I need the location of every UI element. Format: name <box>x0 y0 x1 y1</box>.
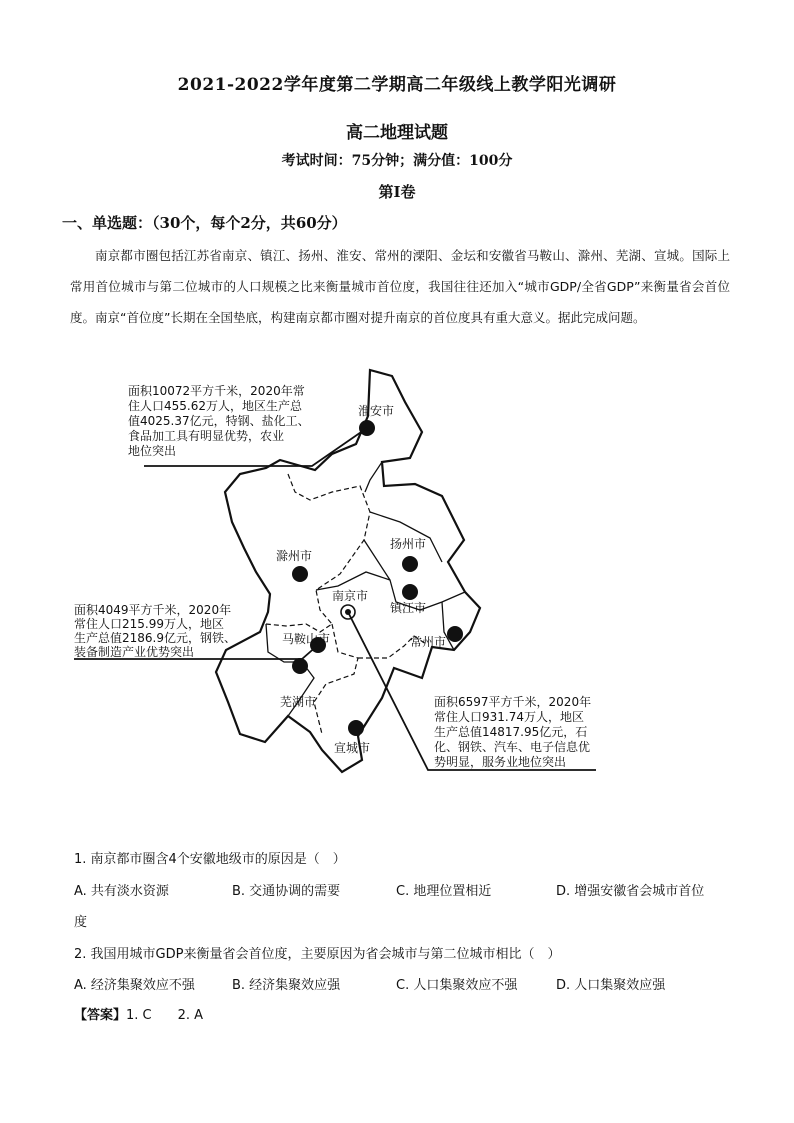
svg-text:化、钢铁、汽车、电子信息优: 化、钢铁、汽车、电子信息优 <box>434 740 591 754</box>
nanjing-metro-map <box>70 362 710 782</box>
question-2-option-b[interactable]: B. 经济集聚效应强 <box>232 978 341 993</box>
zhenjiang-city-dot <box>402 584 418 600</box>
changzhou-label: 常州市 <box>410 635 447 649</box>
wuhu-city-dot <box>292 658 308 674</box>
huaian-callout <box>128 383 310 458</box>
yangzhou-city-dot <box>402 556 418 572</box>
volume-label: 第Ⅰ卷 <box>378 183 416 201</box>
question-1-option-d[interactable]: D. 增强安徽省会城市首位 <box>556 884 705 899</box>
huaian-label: 淮安市 <box>358 404 395 418</box>
svg-text:生产总值14817.95亿元，石: 生产总值14817.95亿元，石 <box>434 725 588 739</box>
svg-text:生产总值2186.9亿元，钢铁、: 生产总值2186.9亿元，钢铁、 <box>74 631 236 645</box>
answer-text: 1. C 2. A <box>126 1008 204 1023</box>
question-2-stem: 2. 我国用城市GDP来衡量省会首位度，主要原因为省会城市与第二位城市相比（ ） <box>74 947 561 962</box>
question-1-option-b[interactable]: B. 交通协调的需要 <box>232 884 341 899</box>
maanshan-label: 马鞍山市 <box>282 632 331 646</box>
nanjing-label: 南京市 <box>332 589 369 603</box>
yangzhou-label: 扬州市 <box>390 537 427 551</box>
svg-text:装备制造产业优势突出: 装备制造产业优势突出 <box>74 645 195 659</box>
xuancheng-label: 宣城市 <box>334 741 371 755</box>
changzhou-city-dot <box>447 626 463 642</box>
exam-meta: 考试时间：75分钟；满分值：100分 <box>281 153 513 169</box>
wuhu-label: 芜湖市 <box>280 695 317 709</box>
exam-subtitle: 高二地理试题 <box>346 123 448 143</box>
section-heading: 一、单选题：（30个，每个2分，共60分） <box>62 214 347 232</box>
question-1-option-c[interactable]: C. 地理位置相近 <box>396 884 492 899</box>
nanjing-callout <box>434 694 591 769</box>
city-boundary-huaian <box>365 462 382 492</box>
svg-text:面积10072平方千米，2020年常: 面积10072平方千米，2020年常 <box>128 384 305 398</box>
question-1-option-d-tail: 度 <box>74 915 88 930</box>
xuancheng-city-dot <box>348 720 364 736</box>
svg-text:面积6597平方千米，2020年: 面积6597平方千米，2020年 <box>434 695 592 709</box>
question-1-option-a[interactable]: A. 共有淡水资源 <box>74 884 169 899</box>
svg-text:值4025.37亿元，特钢、盐化工、: 值4025.37亿元，特钢、盐化工、 <box>128 414 310 428</box>
question-2-option-a[interactable]: A. 经济集聚效应不强 <box>74 978 195 993</box>
answer-tag: 【答案】 <box>74 1008 127 1023</box>
svg-text:常住人口931.74万人，地区: 常住人口931.74万人，地区 <box>434 710 584 724</box>
svg-text:常住人口215.99万人，地区: 常住人口215.99万人，地区 <box>74 617 224 631</box>
question-2-option-d[interactable]: D. 人口集聚效应强 <box>556 978 666 993</box>
maanshan-callout <box>74 602 236 659</box>
svg-text:势明显，服务业地位突出: 势明显，服务业地位突出 <box>434 755 567 769</box>
chuzhou-label: 滁州市 <box>276 549 313 563</box>
svg-text:住人口455.62万人，地区生产总: 住人口455.62万人，地区生产总 <box>128 399 302 413</box>
intro-paragraph: 南京都市圈包括江苏省南京、镇江、扬州、淮安、常州的溧阳、金坛和安徽省马鞍山、滁州、芜湖、宣城。国际上常用首位城市与第二位城市的人口规模之比来衡量城市首位度，我国往往还加入“城市GDP/全省GDP”来衡量省会首位度。南京“首位度”长期在全国垫底，构建南京都市圈对提升南京的首位度具有重大意义。据此完成问题。 <box>70 248 730 325</box>
zhenjiang-label: 镇江市 <box>390 601 427 615</box>
exam-title: 2021-2022学年度第二学期高二年级线上教学阳光调研 <box>177 75 617 95</box>
svg-text:食品加工具有明显优势，农业: 食品加工具有明显优势，农业 <box>128 429 285 443</box>
svg-text:地位突出: 地位突出 <box>128 444 177 458</box>
question-2-option-c[interactable]: C. 人口集聚效应不强 <box>396 978 518 993</box>
city-boundary-nanjing <box>316 572 390 590</box>
chuzhou-city-dot <box>292 566 308 582</box>
question-1-stem: 1. 南京都市圈含4个安徽地级市的原因是（ ） <box>74 852 346 867</box>
svg-text:面积4049平方千米，2020年: 面积4049平方千米，2020年 <box>74 603 232 617</box>
answer-line <box>74 1004 203 1023</box>
